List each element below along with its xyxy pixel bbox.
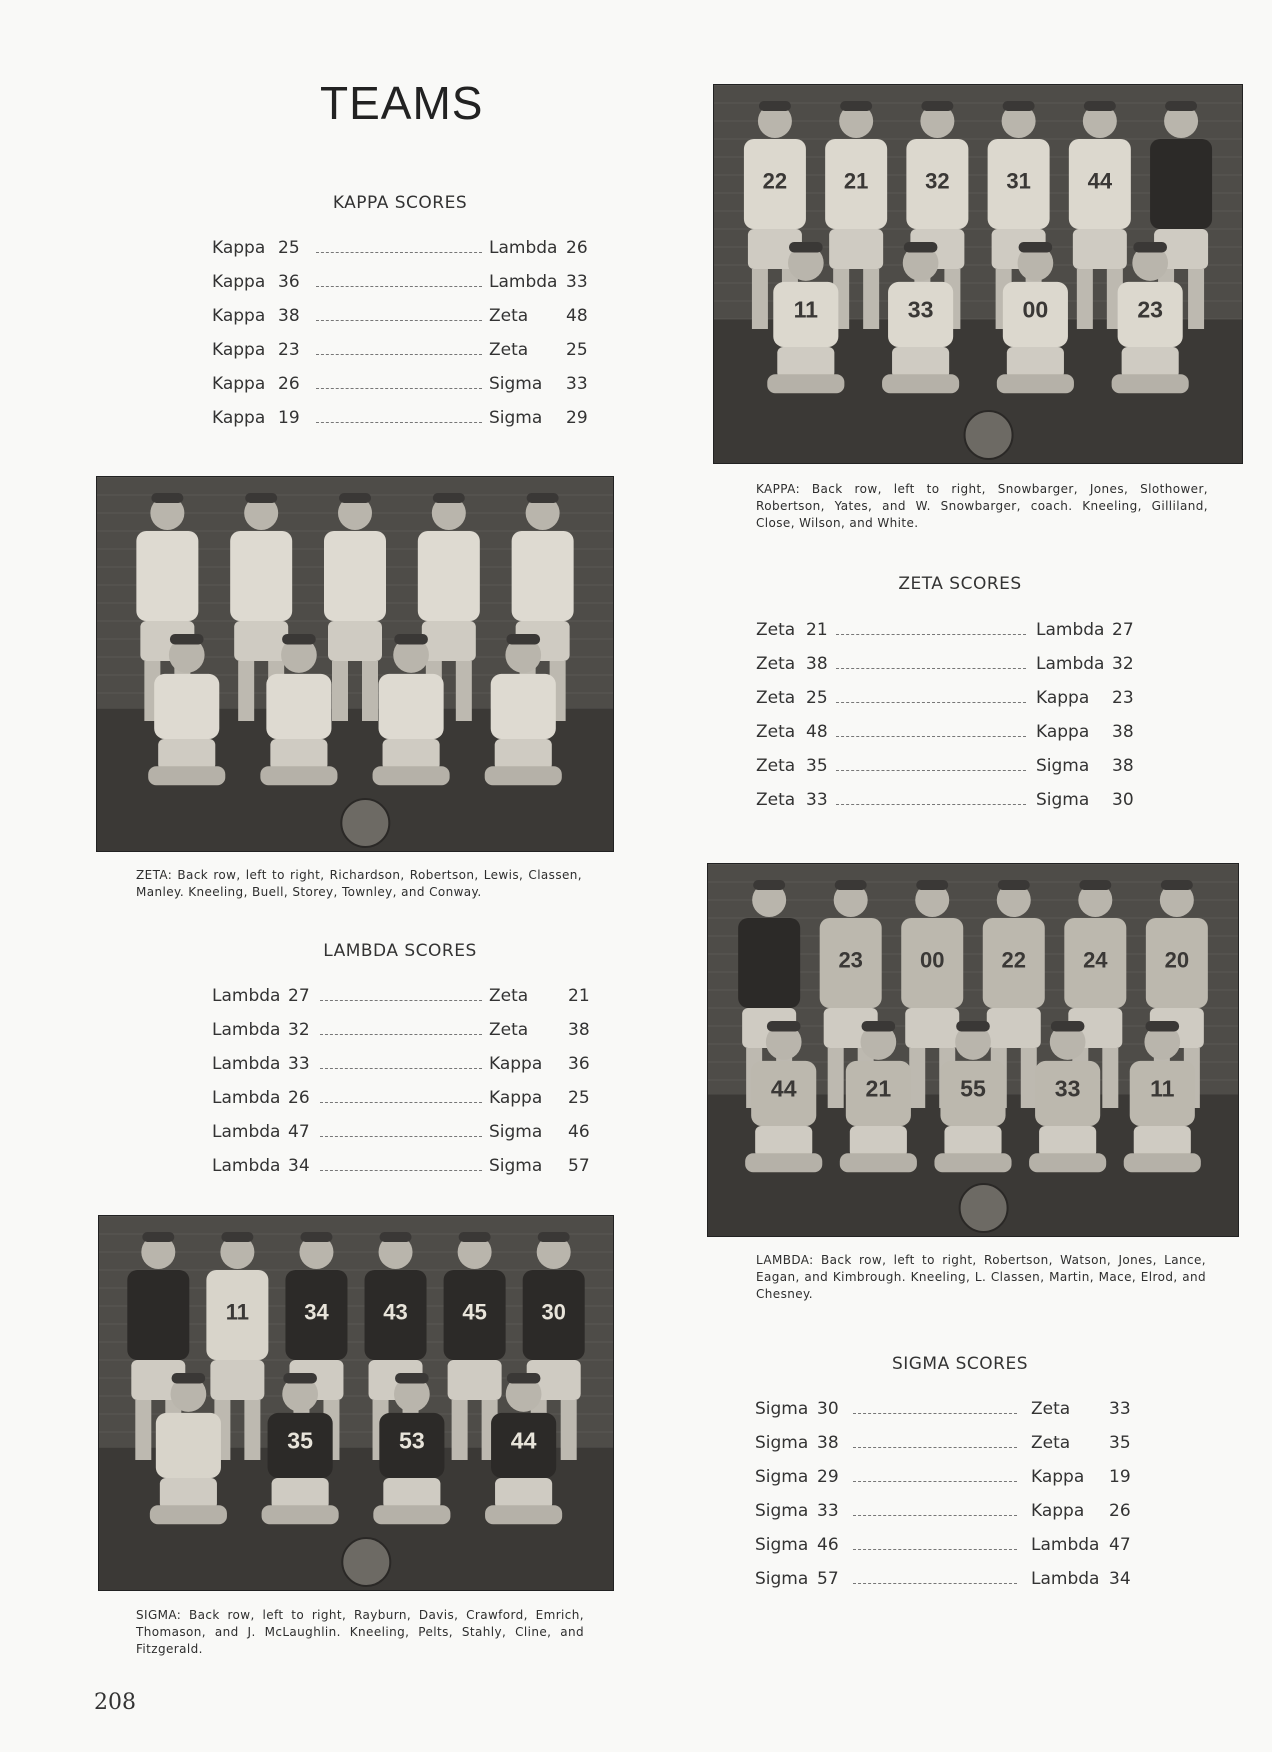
jersey-number: 22 (762, 168, 788, 194)
dotted-leader (316, 286, 482, 287)
basketball-icon (342, 1538, 390, 1586)
opponent-name: Lambda (1031, 1569, 1100, 1589)
sigma-scores-heading: SIGMA SCORES (891, 1354, 1029, 1374)
jersey-number: 24 (1083, 947, 1108, 973)
team-name: Zeta (756, 722, 796, 742)
sigma-score-row (755, 1399, 1135, 1433)
jersey-number: 23 (838, 947, 863, 973)
basketball-icon (960, 1184, 1008, 1232)
opponent-score: 23 (1112, 688, 1134, 708)
kappa-team-photo (713, 84, 1243, 464)
opponent-name: Sigma (1036, 790, 1090, 810)
jersey-number: 43 (383, 1299, 408, 1325)
opponent-name: Lambda (1036, 620, 1105, 640)
team-name: Sigma (755, 1467, 809, 1487)
team-score: 25 (806, 688, 828, 708)
dotted-leader (853, 1481, 1017, 1482)
dotted-leader (320, 1170, 482, 1171)
kappa-photo-caption: KAPPA: Back row, left to right, Snowbarger, Jones, Slothower, Robertson, Yates, and W. Snowbarger, coach. Kneeling, Gilliland, Close, Wilson, and White. (756, 482, 1208, 530)
jersey-number: 11 (225, 1299, 250, 1325)
dotted-leader (316, 422, 482, 423)
opponent-name: Zeta (1031, 1399, 1071, 1419)
opponent-score: 38 (568, 1020, 590, 1040)
opponent-score: 25 (566, 340, 588, 360)
team-name: Lambda (212, 1122, 281, 1142)
lambda-scores-heading: LAMBDA SCORES (323, 941, 477, 961)
opponent-score: 29 (566, 408, 588, 428)
dotted-leader (316, 320, 482, 321)
opponent-score: 36 (568, 1054, 590, 1074)
jersey-number: 31 (1006, 168, 1031, 194)
lambda-score-row (212, 1088, 592, 1122)
team-score: 36 (278, 272, 300, 292)
opponent-name: Kappa (489, 1054, 543, 1074)
team-score: 38 (806, 654, 828, 674)
team-score: 35 (806, 756, 828, 776)
opponent-score: 26 (566, 238, 588, 258)
team-score: 34 (288, 1156, 310, 1176)
opponent-name: Kappa (489, 1088, 543, 1108)
sigma-score-row (755, 1467, 1135, 1501)
opponent-name: Kappa (1036, 722, 1090, 742)
jersey-number: 35 (287, 1427, 313, 1454)
team-name: Sigma (755, 1501, 809, 1521)
team-score: 26 (288, 1088, 310, 1108)
team-score: 29 (817, 1467, 839, 1487)
dotted-leader (836, 736, 1026, 737)
team-name: Lambda (212, 1020, 281, 1040)
opponent-name: Sigma (1036, 756, 1090, 776)
opponent-name: Zeta (489, 986, 529, 1006)
zeta-scores-heading: ZETA SCORES (898, 574, 1022, 594)
jersey-number: 21 (843, 168, 869, 194)
zeta-photo-caption: ZETA: Back row, left to right, Richardson, Robertson, Lewis, Classen, Manley. Kneeling, Buell, Storey, Townley, and Conway. (136, 868, 582, 899)
opponent-score: 26 (1109, 1501, 1131, 1521)
opponent-score: 25 (568, 1088, 590, 1108)
kappa-score-table (212, 238, 592, 442)
team-score: 32 (288, 1020, 310, 1040)
team-score: 48 (806, 722, 828, 742)
kappa-score-row (212, 306, 592, 340)
basketball-icon (965, 411, 1013, 459)
team-name: Zeta (756, 654, 796, 674)
opponent-score: 57 (568, 1156, 590, 1176)
jersey-number: 44 (770, 1075, 797, 1102)
team-name: Kappa (212, 272, 266, 292)
zeta-score-row (756, 722, 1136, 756)
team-score: 38 (278, 306, 300, 326)
zeta-team-photo-graphic (97, 477, 613, 851)
team-name: Zeta (756, 688, 796, 708)
opponent-score: 33 (566, 272, 588, 292)
dotted-leader (853, 1583, 1017, 1584)
jersey-number: 34 (304, 1299, 329, 1325)
team-name: Zeta (756, 790, 796, 810)
team-name: Zeta (756, 756, 796, 776)
opponent-name: Sigma (489, 1156, 543, 1176)
jersey-number: 33 (1054, 1075, 1081, 1102)
opponent-score: 27 (1112, 620, 1134, 640)
opponent-score: 33 (1109, 1399, 1131, 1419)
dotted-leader (836, 804, 1026, 805)
zeta-score-row (756, 790, 1136, 824)
jersey-number: 00 (919, 947, 945, 973)
team-name: Kappa (212, 374, 266, 394)
dotted-leader (836, 634, 1026, 635)
lambda-team-photo (707, 863, 1239, 1237)
dotted-leader (316, 354, 482, 355)
team-name: Lambda (212, 1156, 281, 1176)
sigma-score-row (755, 1569, 1135, 1603)
dotted-leader (836, 668, 1026, 669)
team-name: Sigma (755, 1399, 809, 1419)
team-score: 46 (817, 1535, 839, 1555)
opponent-name: Sigma (489, 1122, 543, 1142)
opponent-score: 35 (1109, 1433, 1131, 1453)
zeta-score-row (756, 654, 1136, 688)
dotted-leader (316, 252, 482, 253)
zeta-score-row (756, 756, 1136, 790)
zeta-team-photo (96, 476, 614, 852)
basketball-icon (341, 799, 389, 847)
sigma-team-photo (98, 1215, 614, 1591)
team-score: 30 (817, 1399, 839, 1419)
team-score: 25 (278, 238, 300, 258)
lambda-photo-caption: LAMBDA: Back row, left to right, Robertson, Watson, Jones, Lance, Eagan, and Kimbrough. Kneeling, L. Classen, Martin, Mace, Elrod, and Chesney. (756, 1253, 1206, 1301)
kappa-score-row (212, 340, 592, 374)
opponent-name: Sigma (489, 408, 543, 428)
opponent-score: 30 (1112, 790, 1134, 810)
dotted-leader (836, 770, 1026, 771)
opponent-name: Kappa (1031, 1501, 1085, 1521)
lambda-score-row (212, 1054, 592, 1088)
jersey-number: 45 (462, 1299, 487, 1325)
opponent-name: Lambda (1036, 654, 1105, 674)
kappa-score-row (212, 408, 592, 442)
team-score: 33 (806, 790, 828, 810)
opponent-score: 47 (1109, 1535, 1131, 1555)
team-name: Sigma (755, 1433, 809, 1453)
dotted-leader (320, 1102, 482, 1103)
team-score: 27 (288, 986, 310, 1006)
opponent-score: 21 (568, 986, 590, 1006)
opponent-score: 32 (1112, 654, 1134, 674)
opponent-score: 38 (1112, 722, 1134, 742)
team-name: Zeta (756, 620, 796, 640)
kappa-score-row (212, 374, 592, 408)
team-name: Kappa (212, 306, 266, 326)
zeta-score-table (756, 620, 1136, 824)
sigma-score-row (755, 1433, 1135, 1467)
jersey-number: 44 (510, 1427, 537, 1454)
team-score: 33 (817, 1501, 839, 1521)
dotted-leader (853, 1515, 1017, 1516)
dotted-leader (853, 1549, 1017, 1550)
team-name: Sigma (755, 1569, 809, 1589)
team-score: 19 (278, 408, 300, 428)
opponent-score: 38 (1112, 756, 1134, 776)
lambda-score-row (212, 1122, 592, 1156)
lambda-score-table (212, 986, 592, 1190)
page-number: 208 (94, 1690, 136, 1715)
opponent-name: Zeta (489, 306, 529, 326)
opponent-name: Lambda (1031, 1535, 1100, 1555)
team-name: Sigma (755, 1535, 809, 1555)
dotted-leader (320, 1034, 482, 1035)
opponent-name: Zeta (1031, 1433, 1071, 1453)
zeta-score-row (756, 620, 1136, 654)
sigma-score-row (755, 1535, 1135, 1569)
team-score: 26 (278, 374, 300, 394)
team-name: Lambda (212, 986, 281, 1006)
opponent-score: 48 (566, 306, 588, 326)
opponent-score: 19 (1109, 1467, 1131, 1487)
sigma-score-row (755, 1501, 1135, 1535)
jersey-number: 53 (399, 1427, 425, 1454)
jersey-number: 21 (865, 1075, 892, 1102)
opponent-score: 46 (568, 1122, 590, 1142)
page-title: TEAMS (320, 77, 484, 129)
kappa-team-photo-graphic (714, 85, 1242, 463)
sigma-team-photo-graphic (99, 1216, 613, 1590)
team-score: 57 (817, 1569, 839, 1589)
team-score: 38 (817, 1433, 839, 1453)
dotted-leader (320, 1068, 482, 1069)
sigma-photo-caption: SIGMA: Back row, left to right, Rayburn, Davis, Crawford, Emrich, Thomason, and J. McLaughlin. Kneeling, Pelts, Stahly, Cline, and Fitzgerald. (136, 1608, 584, 1656)
team-score: 21 (806, 620, 828, 640)
jersey-number: 32 (925, 168, 950, 194)
team-name: Lambda (212, 1088, 281, 1108)
jersey-number: 44 (1087, 168, 1113, 194)
team-score: 23 (278, 340, 300, 360)
opponent-name: Zeta (489, 1020, 529, 1040)
kappa-scores-heading: KAPPA SCORES (332, 193, 468, 213)
lambda-team-photo-graphic (708, 864, 1238, 1236)
lambda-score-row (212, 1020, 592, 1054)
sigma-score-table (755, 1399, 1135, 1603)
opponent-name: Kappa (1036, 688, 1090, 708)
jersey-number: 11 (1150, 1075, 1175, 1102)
team-name: Kappa (212, 238, 266, 258)
dotted-leader (320, 1000, 482, 1001)
jersey-number: 33 (907, 296, 934, 323)
team-name: Lambda (212, 1054, 281, 1074)
lambda-score-row (212, 986, 592, 1020)
opponent-name: Sigma (489, 374, 543, 394)
team-name: Kappa (212, 408, 266, 428)
dotted-leader (853, 1447, 1017, 1448)
kappa-score-row (212, 272, 592, 306)
opponent-score: 34 (1109, 1569, 1131, 1589)
jersey-number: 23 (1137, 296, 1164, 323)
dotted-leader (320, 1136, 482, 1137)
team-score: 33 (288, 1054, 310, 1074)
jersey-number: 11 (793, 296, 819, 323)
dotted-leader (836, 702, 1026, 703)
kappa-score-row (212, 238, 592, 272)
jersey-number: 00 (1022, 296, 1049, 323)
opponent-name: Kappa (1031, 1467, 1085, 1487)
jersey-number: 20 (1164, 947, 1190, 973)
team-score: 47 (288, 1122, 310, 1142)
dotted-leader (853, 1413, 1017, 1414)
jersey-number: 22 (1001, 947, 1027, 973)
opponent-name: Zeta (489, 340, 529, 360)
jersey-number: 30 (541, 1299, 566, 1325)
lambda-score-row (212, 1156, 592, 1190)
opponent-name: Lambda (489, 272, 558, 292)
team-name: Kappa (212, 340, 266, 360)
opponent-name: Lambda (489, 238, 558, 258)
opponent-score: 33 (566, 374, 588, 394)
zeta-score-row (756, 688, 1136, 722)
dotted-leader (316, 388, 482, 389)
jersey-number: 55 (960, 1075, 986, 1102)
